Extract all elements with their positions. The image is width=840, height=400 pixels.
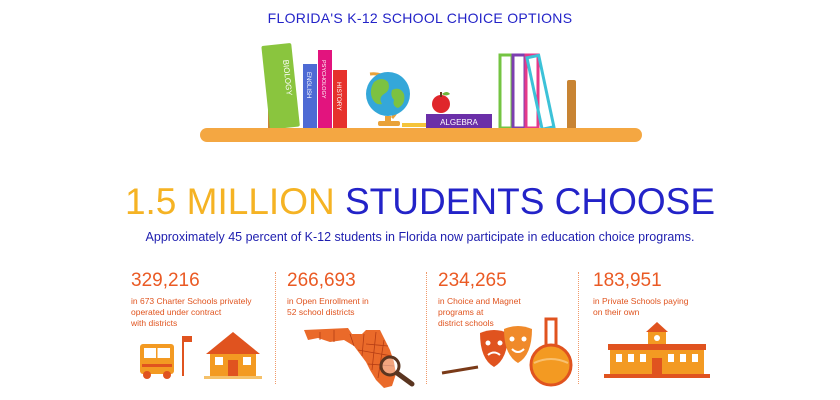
english-book [303,64,317,128]
stat-number: 183,951 [593,270,662,291]
flask-icon [531,319,571,385]
svg-text:PSYCHOLOGY: PSYCHOLOGY [320,60,326,99]
stat-open-enrollment [287,270,427,318]
stat-description: in Open Enrollment in 52 school districts [287,296,369,317]
stat-private-schools [593,270,733,318]
divider [426,272,427,384]
svg-text:HISTORY: HISTORY [335,82,342,111]
page-title: FLORIDA'S K-12 SCHOOL CHOICE OPTIONS [267,10,573,26]
charter-illustration [138,328,263,382]
svg-text:ENGLISH: ENGLISH [305,72,311,99]
schoolhouse-icon [204,332,262,379]
psychology-book [318,50,332,128]
magnet-illustration [438,315,578,390]
binders [500,55,554,129]
divider [578,272,579,384]
subtitle: Approximately 45 percent of K-12 students in Florida now participate in education choice programs. [145,230,695,244]
biology-book [261,43,300,130]
stat-description: in Choice and Magnet programs at district schools [438,296,521,328]
florida-map-icon [304,328,396,388]
private-school-building-icon [602,318,712,380]
apple-icon [432,92,450,113]
theater-masks-icon [480,326,532,367]
stat-description: in 673 Charter Schools privately operated under contract with districts [131,296,252,328]
stat-charter-schools [131,270,271,329]
globe-icon [366,72,410,126]
stat-number: 329,216 [131,270,200,291]
headline-number: 1.5 MILLION [124,181,335,222]
stat-number: 234,265 [438,270,507,291]
school-bus-icon [140,344,174,379]
algebra-book [426,114,492,128]
stat-description: in Private Schools paying on their own [593,296,689,317]
stat-number: 266,693 [287,270,356,291]
svg-text:ALGEBRA: ALGEBRA [440,118,478,127]
history-book [333,70,347,128]
headline [0,180,840,224]
bookshelf-icon [0,32,840,142]
open-enrollment-illustration [300,320,425,392]
svg-text:BIOLOGY: BIOLOGY [281,59,294,97]
divider [275,272,276,384]
headline-text: STUDENTS CHOOSE [345,181,716,222]
